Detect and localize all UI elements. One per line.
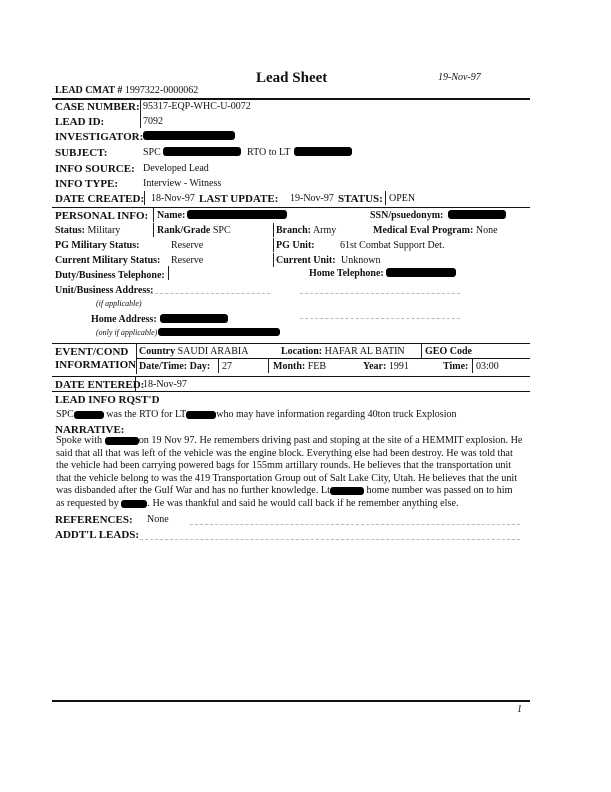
references-value: None bbox=[147, 514, 169, 525]
narrative-label: NARRATIVE: bbox=[55, 424, 125, 436]
lead-info-text bbox=[56, 409, 456, 420]
divider bbox=[52, 207, 530, 208]
mil-status-label: Status: bbox=[55, 225, 86, 236]
redaction bbox=[160, 314, 228, 323]
subject-prefix: SPC bbox=[143, 147, 161, 158]
if-applicable-note: (if applicable) bbox=[96, 299, 142, 308]
divider bbox=[52, 98, 530, 100]
narrative-l5a: was disbanded after the Gulf War and has no further knowledge. Lt bbox=[56, 485, 330, 497]
rank-value: SPC bbox=[212, 225, 231, 236]
narrative-l6a: as requested by bbox=[56, 497, 119, 509]
divider bbox=[300, 318, 460, 319]
narrative-l1b: on 19 Nov 97. He remembers driving past and stoping at the site of a HEMMIT explosion. He bbox=[138, 435, 523, 446]
case-number-value: 95317-EQP-WHC-U-0072 bbox=[143, 101, 251, 112]
subject-label: SUBJECT: bbox=[55, 147, 108, 159]
country-row bbox=[139, 346, 248, 357]
year-label: Year: bbox=[363, 361, 387, 372]
info-type-value: Interview - Witness bbox=[143, 178, 222, 189]
redaction bbox=[386, 268, 456, 277]
redaction bbox=[294, 147, 352, 156]
divider bbox=[52, 391, 530, 392]
divider bbox=[273, 223, 274, 237]
narrative-l2: said that all that was left of the vehicle was the engine block. Everything else had been destroy. He was told that bbox=[56, 447, 513, 459]
year-row bbox=[363, 361, 409, 372]
branch-label: Branch: bbox=[276, 225, 311, 236]
header-date: 19-Nov-97 bbox=[438, 72, 481, 83]
status-row bbox=[55, 225, 120, 236]
rank-row bbox=[157, 225, 231, 236]
info-source-value: Developed Lead bbox=[143, 163, 209, 174]
divider bbox=[52, 376, 530, 377]
home-phone-label: Home Telephone: bbox=[309, 268, 384, 279]
redaction bbox=[186, 411, 216, 419]
narrative-l5b: home number was passed on to him bbox=[366, 485, 513, 497]
divider bbox=[140, 539, 520, 540]
medical-label: Medical Eval Program: bbox=[373, 225, 474, 236]
information-label: INFORMATION bbox=[55, 359, 137, 371]
info-type-label: INFO TYPE: bbox=[55, 178, 119, 190]
current-unit-label: Current Unit: bbox=[276, 255, 336, 266]
lead-cmat-label: LEAD CMAT # bbox=[55, 85, 123, 96]
time-value: 03:00 bbox=[476, 361, 499, 372]
month-row bbox=[273, 361, 326, 372]
day-value: 27 bbox=[222, 361, 232, 372]
day-label: Day: bbox=[189, 361, 211, 372]
medical-value: None bbox=[475, 225, 498, 236]
page-number: 1 bbox=[517, 704, 522, 715]
redaction bbox=[105, 437, 139, 445]
last-update-label: LAST UPDATE: bbox=[199, 193, 279, 205]
current-military-label: Current Military Status: bbox=[55, 255, 161, 266]
datetime-row bbox=[139, 361, 210, 372]
redaction bbox=[330, 487, 364, 495]
divider bbox=[136, 344, 137, 374]
page-title: Lead Sheet bbox=[256, 70, 328, 86]
datetime-label: Date/Time: bbox=[139, 361, 188, 372]
redaction bbox=[158, 328, 280, 336]
date-created-label: DATE CREATED: bbox=[55, 193, 145, 205]
divider bbox=[268, 359, 269, 373]
geo-code-label: GEO Code bbox=[425, 346, 472, 357]
redaction bbox=[448, 210, 506, 219]
divider bbox=[472, 359, 473, 373]
narrative-l1a: Spoke with bbox=[56, 435, 103, 446]
redaction bbox=[74, 411, 104, 419]
location-label: Location: bbox=[281, 346, 323, 357]
country-label: Country bbox=[139, 346, 176, 357]
case-number-label: CASE NUMBER: bbox=[55, 101, 140, 113]
pg-unit-label: PG Unit: bbox=[276, 240, 315, 251]
narrative-text bbox=[56, 435, 526, 511]
divider bbox=[153, 223, 154, 237]
status-label: STATUS: bbox=[338, 193, 383, 205]
lead-info-b: was the RTO for LT bbox=[106, 409, 187, 420]
lead-info-c: who may have information regarding 40ton truck Explosion bbox=[216, 409, 457, 420]
narrative-l4: that the vehicle belong to was the 419 Transportation Group out of Salt Lake City, Utah. He believes that the unit bbox=[56, 472, 518, 484]
divider bbox=[144, 191, 145, 205]
addtl-leads-label: ADDT'L LEADS: bbox=[55, 529, 140, 541]
name-label: Name: bbox=[157, 210, 186, 221]
narrative-l3: the vehicle had been carrying powered bags for 155mm artillary rounds. He believes that the transportation unit bbox=[56, 460, 512, 472]
current-unit-value: Unknown bbox=[341, 255, 381, 266]
time-label: Time: bbox=[443, 361, 469, 372]
month-label: Month: bbox=[273, 361, 306, 372]
date-entered-value: 18-Nov-97 bbox=[143, 379, 187, 390]
date-entered-label: DATE ENTERED: bbox=[55, 379, 145, 391]
last-update-value: 19-Nov-97 bbox=[290, 193, 334, 204]
medical-row bbox=[373, 225, 498, 236]
lead-cmat-value: 1997322-0000062 bbox=[124, 85, 199, 96]
pg-military-value: Reserve bbox=[171, 240, 204, 251]
pg-unit-value: 61st Combat Support Det. bbox=[340, 240, 445, 251]
subject-mid: RTO to LT bbox=[247, 147, 291, 158]
narrative-l6b: . He was thankful and said he would call back if he remember anything else. bbox=[147, 497, 459, 509]
investigator-label: INVESTIGATOR: bbox=[55, 131, 144, 143]
lead-id-label: LEAD ID: bbox=[55, 116, 105, 128]
divider bbox=[421, 344, 422, 358]
info-source-label: INFO SOURCE: bbox=[55, 163, 135, 175]
divider bbox=[168, 266, 169, 280]
redaction bbox=[143, 131, 235, 140]
divider bbox=[218, 359, 219, 373]
references-label: REFERENCES: bbox=[55, 514, 133, 526]
divider bbox=[140, 100, 141, 114]
unit-address-label: Unit/Business Address: bbox=[55, 285, 154, 296]
only-if-applicable-note: (only if applicable) bbox=[96, 328, 158, 337]
lead-id-value: 7092 bbox=[143, 116, 163, 127]
lead-cmat bbox=[55, 85, 198, 96]
year-value: 1991 bbox=[388, 361, 409, 372]
divider bbox=[273, 238, 274, 252]
home-address-label: Home Address: bbox=[91, 314, 157, 325]
location-value: HAFAR AL BATIN bbox=[324, 346, 405, 357]
divider bbox=[52, 343, 530, 344]
mil-status-value: Military bbox=[87, 225, 121, 236]
redaction bbox=[187, 210, 287, 219]
rank-label: Rank/Grade bbox=[157, 225, 211, 236]
branch-value: Army bbox=[312, 225, 337, 236]
ssn-label: SSN/psuedonym: bbox=[370, 210, 444, 221]
divider bbox=[150, 293, 270, 294]
divider bbox=[273, 253, 274, 267]
pg-military-label: PG Military Status: bbox=[55, 240, 140, 251]
country-value: SAUDI ARABIA bbox=[177, 346, 249, 357]
divider bbox=[190, 524, 520, 525]
divider bbox=[135, 377, 136, 391]
divider bbox=[300, 293, 460, 294]
divider bbox=[136, 358, 530, 359]
branch-row bbox=[276, 225, 336, 236]
duty-phone-label: Duty/Business Telephone: bbox=[55, 270, 165, 281]
event-cond-label: EVENT/COND bbox=[55, 346, 129, 358]
date-created-value: 18-Nov-97 bbox=[151, 193, 195, 204]
divider bbox=[153, 208, 154, 222]
month-value: FEB bbox=[307, 361, 327, 372]
current-military-value: Reserve bbox=[171, 255, 204, 266]
redaction bbox=[163, 147, 241, 156]
divider bbox=[385, 191, 386, 205]
personal-info-label: PERSONAL INFO: bbox=[55, 210, 149, 222]
lead-info-label: LEAD INFO RQST'D bbox=[55, 394, 160, 406]
status-value: OPEN bbox=[389, 193, 416, 204]
redaction bbox=[121, 500, 147, 508]
divider bbox=[140, 114, 141, 128]
location-row bbox=[281, 346, 405, 357]
footer-divider bbox=[52, 700, 530, 702]
lead-info-a: SPC bbox=[56, 409, 74, 420]
